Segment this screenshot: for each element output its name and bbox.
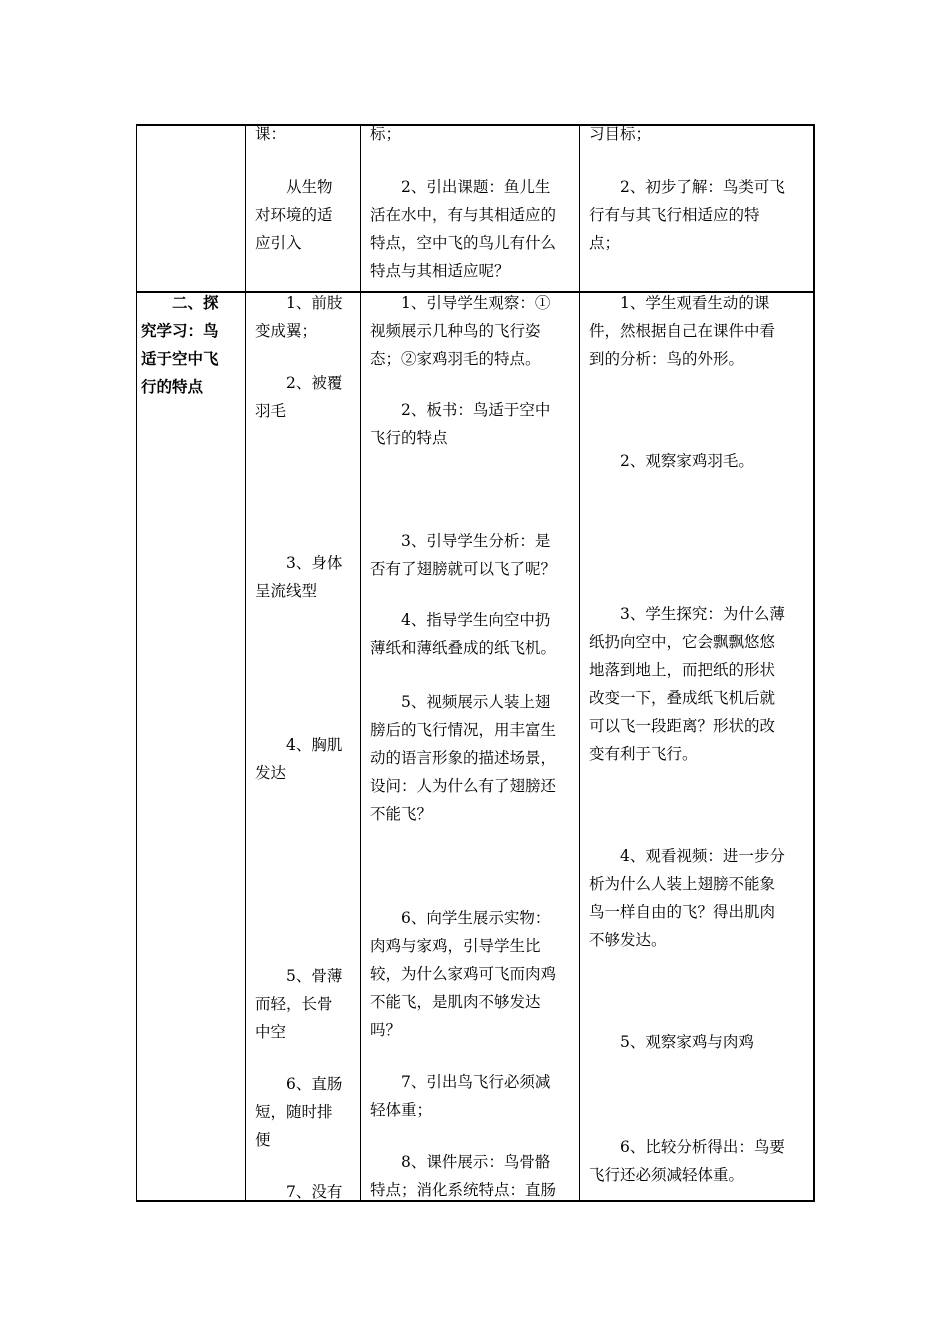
row1-col4-top (589, 120, 809, 148)
row1-col4-body (589, 173, 809, 257)
text-line: 动的语言形象的描述场景， (370, 749, 557, 767)
row2-col3-item-5 (370, 688, 574, 828)
text-line: 1、引导学生观察：① (401, 294, 551, 312)
row2-section-heading (141, 289, 241, 401)
row2-col2-item-5 (255, 962, 347, 1046)
text-line: 肉鸡与家鸡，引导学生比 (370, 937, 541, 955)
text-line: 到的分析：鸟的外形。 (589, 350, 745, 368)
text-line: 变成翼； (255, 322, 318, 340)
text-line: 鸟一样自由的飞？得出肌肉 (589, 903, 776, 921)
row2-col2-item-4 (255, 731, 347, 787)
text-line: 不够发达。 (589, 931, 667, 949)
row2-col4-item-6 (589, 1133, 809, 1189)
text-line: 5、骨薄 (286, 967, 343, 985)
text-line: 标； (370, 125, 402, 143)
text-line: 8、课件展示：鸟骨骼 (401, 1153, 551, 1171)
text-line: 而轻，长骨 (255, 995, 333, 1013)
row2-col3-item-2 (370, 396, 574, 452)
text-line: 发达 (255, 764, 287, 782)
text-line: 究学习：鸟 (141, 321, 219, 340)
text-line: 改变一下，叠成纸飞机后就 (589, 689, 776, 707)
text-line: 4、指导学生向空中扔 (401, 611, 551, 629)
text-line: 1、学生观看生动的课 (620, 294, 770, 312)
text-line: 纸扔向空中，它会飘飘悠悠 (589, 633, 776, 651)
text-line: 7、引出鸟飞行必须减 (401, 1073, 551, 1091)
text-line: 呈流线型 (255, 582, 318, 600)
text-line: 从生物 (286, 178, 333, 196)
row2-col3-item-6 (370, 904, 574, 1044)
row2-col3-item-7 (370, 1068, 574, 1124)
row2-col3-item-4 (370, 606, 574, 662)
text-line: 2、初步了解：鸟类可飞 (620, 178, 785, 196)
row2-col2-item-6 (255, 1070, 347, 1154)
text-line: 吗？ (370, 1021, 402, 1039)
text-line: 6、比较分析得出：鸟要 (620, 1138, 785, 1156)
row1-col2-top (255, 120, 343, 148)
row2-col3-item-3 (370, 527, 574, 583)
text-line: 薄纸和薄纸叠成的纸飞机。 (370, 639, 557, 657)
text-line: 3、身体 (286, 554, 343, 572)
row2-col4-item-5 (589, 1028, 809, 1056)
text-line: 活在水中，有与其相适应的 (370, 206, 557, 224)
text-line: 5、观察家鸡与肉鸡 (620, 1033, 754, 1051)
row2-col3-item-1 (370, 289, 574, 373)
row2-col2-item-1 (255, 289, 347, 345)
table-border-right (813, 124, 815, 1202)
text-line: 习目标； (589, 125, 652, 143)
row1-col2-body (255, 173, 347, 257)
text-line: 较，为什么家鸡可飞而肉鸡 (370, 965, 557, 983)
text-line: 2、引出课题：鱼儿生 (401, 178, 551, 196)
table-border-left (136, 124, 137, 1202)
text-line: 应引入 (255, 234, 302, 252)
text-line: 3、学生探究：为什么薄 (620, 605, 785, 623)
text-line: 飞行的特点 (370, 429, 448, 447)
text-line: 2、板书：鸟适于空中 (401, 401, 551, 419)
text-line: 特点，空中飞的鸟儿有什么 (370, 234, 557, 252)
text-line: 不能飞，是肌肉不够发达 (370, 993, 541, 1011)
row2-col4-item-4 (589, 842, 809, 954)
text-line: 中空 (255, 1023, 287, 1041)
text-line: 可以飞一段距离？形状的改 (589, 717, 776, 735)
text-line: 否有了翅膀就可以飞了呢？ (370, 560, 557, 578)
text-line: 视频展示几种鸟的飞行姿 (370, 322, 541, 340)
text-line: 4、胸肌 (286, 736, 343, 754)
text-line: 便 (255, 1131, 271, 1149)
text-line: 飞行还必须减轻体重。 (589, 1166, 745, 1184)
row1-col3-body (370, 173, 574, 285)
row2-col2-item-3 (255, 549, 347, 605)
text-line: 课： (255, 125, 287, 143)
text-line: 5、视频展示人装上翅 (401, 693, 551, 711)
text-line: 设问：人为什么有了翅膀还 (370, 777, 557, 795)
row2-col4-item-1 (589, 289, 809, 373)
text-line: 对环境的适 (255, 206, 333, 224)
table-col-divider-1 (245, 124, 246, 1202)
row2-col4-item-2 (589, 447, 809, 475)
text-line: 变有利于飞行。 (589, 745, 698, 763)
text-line: 点； (589, 234, 621, 252)
row2-col4-item-3 (589, 600, 809, 768)
table-col-divider-3 (579, 124, 580, 1202)
text-line: 态；②家鸡羽毛的特点。 (370, 350, 541, 368)
text-line: 行的特点 (141, 377, 204, 396)
text-line: 行有与其飞行相适应的特 (589, 206, 760, 224)
text-line: 地落到地上，而把纸的形状 (589, 661, 776, 679)
text-line: 件，然根据自己在课件中看 (589, 322, 776, 340)
text-line: 轻体重； (370, 1101, 433, 1119)
text-line: 不能飞？ (370, 805, 433, 823)
text-line: 7、没有 (286, 1183, 343, 1201)
text-line: 特点与其相适应呢？ (370, 262, 510, 280)
text-line: 6、直肠 (286, 1075, 343, 1093)
text-line: 1、前肢 (286, 294, 343, 312)
text-line: 6、向学生展示实物： (401, 909, 551, 927)
text-line: 3、引导学生分析：是 (401, 532, 551, 550)
row2-col2-item-2 (255, 369, 347, 425)
text-line: 4、观看视频：进一步分 (620, 847, 785, 865)
text-line: 析为什么人装上翅膀不能象 (589, 875, 776, 893)
row2-col2-item-7 (255, 1178, 347, 1206)
text-line: 2、观察家鸡羽毛。 (620, 452, 754, 470)
text-line: 二、探 (172, 293, 219, 312)
text-line: 短，随时排 (255, 1103, 333, 1121)
text-line: 2、被覆 (286, 374, 343, 392)
text-line: 羽毛 (255, 402, 287, 420)
row2-col3-item-8 (370, 1148, 574, 1204)
text-line: 膀后的飞行情况，用丰富生 (370, 721, 557, 739)
table-col-divider-2 (360, 124, 361, 1202)
text-line: 适于空中飞 (141, 349, 219, 368)
text-line: 特点；消化系统特点：直肠 (370, 1181, 557, 1199)
row1-col3-top (370, 120, 574, 148)
